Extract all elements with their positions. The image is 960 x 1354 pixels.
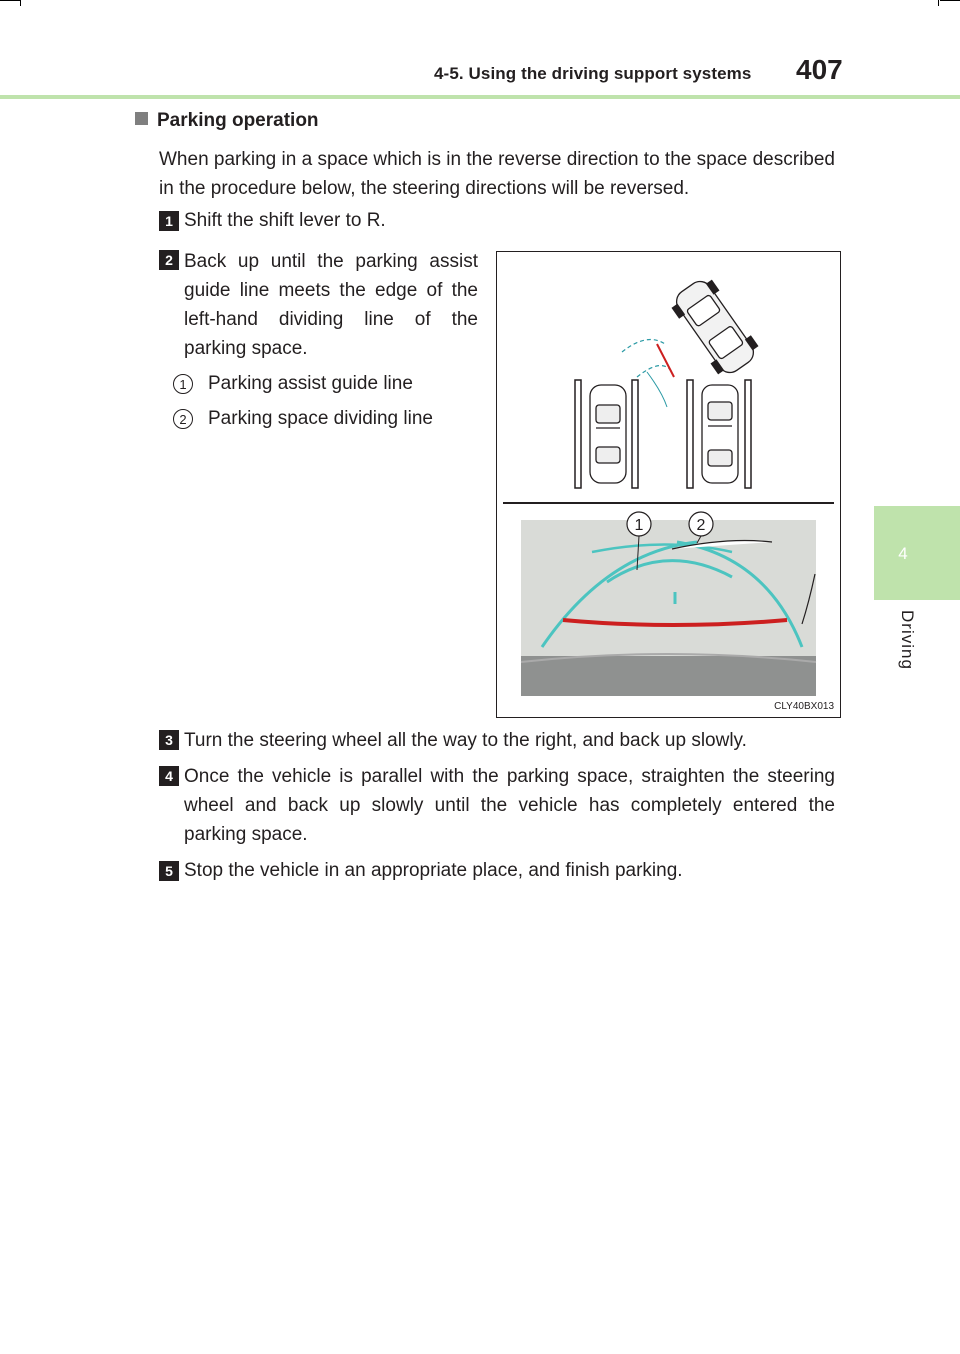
camera-bumper [521,656,816,696]
parked-car-left [590,385,626,483]
crop-mark [0,0,20,1]
chapter-label: Driving [898,610,917,670]
reversing-car [668,274,762,380]
legend-label: Parking assist guide line [208,373,413,394]
step-text: Stop the vehicle in an appropriate place, and finish parking. [184,860,683,881]
section-heading-text: Parking operation [157,110,319,131]
legend-callout: 1 [173,374,193,394]
step-badge: 3 [159,730,179,750]
legend-label: Parking space dividing line [208,408,433,429]
figure-code: CLY40BX013 [774,701,834,712]
square-bullet-icon [135,112,148,125]
intro-paragraph: When parking in a space which is in the reverse direction to the space described in the procedure below, the steering directions will be reversed. [159,149,835,199]
crop-mark [20,0,21,6]
step-badge: 4 [159,766,179,786]
section-header-title: 4-5. Using the driving support systems [434,64,752,83]
figure-callout-1-label: 1 [634,517,644,534]
section-heading [135,110,319,132]
step-badge: 5 [159,861,179,881]
chapter-tab [874,506,960,600]
parking-diagram [497,252,841,718]
figure-callout-2-label: 2 [696,517,706,534]
step-badge: 1 [159,211,179,231]
step-text: Once the vehicle is parallel with the parking space, straighten the steering wheel and back up slowly until the vehicle has completely entered the parking space. [184,766,835,845]
crop-mark [938,0,939,6]
page-number: 407 [796,54,843,85]
parking-illustration [496,251,841,718]
legend-callout: 2 [173,409,193,429]
step-text: Back up until the parking assist guide line meets the edge of the left-hand dividing line of the parking space. [184,251,478,359]
parked-car-right [702,385,738,483]
crop-mark [940,0,960,1]
guide-arc-top-2 [637,366,672,377]
step-badge: 2 [159,250,179,270]
header-rule [0,95,960,99]
guide-red-line-top [657,344,674,377]
chapter-number: 4 [898,544,908,563]
step-text: Turn the steering wheel all the way to the right, and back up slowly. [184,730,747,751]
step-text: Shift the shift lever to R. [184,210,386,231]
projected-path [647,372,667,407]
